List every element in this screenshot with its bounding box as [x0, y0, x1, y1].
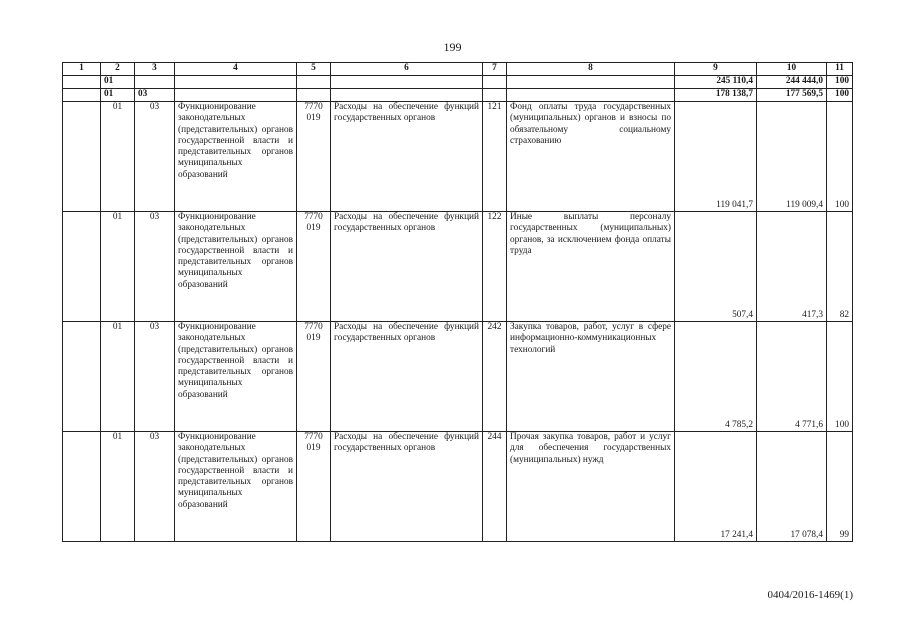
table-cell — [63, 76, 101, 89]
header-cell: 7 — [483, 63, 507, 76]
table-cell — [297, 76, 331, 89]
subsection-code: 03 — [135, 322, 175, 432]
expense-description: Расходы на обеспечение функций государственных органов — [331, 432, 483, 542]
table-cell — [63, 89, 101, 102]
target-article-code: 7770 019 — [297, 212, 331, 322]
header-row — [63, 63, 853, 76]
table-cell — [297, 89, 331, 102]
expense-description: Расходы на обеспечение функций государственных органов — [331, 322, 483, 432]
planned-amount: 17 241,4 — [675, 432, 757, 542]
table-row — [63, 322, 853, 432]
budget-table — [62, 62, 853, 542]
table-cell — [483, 89, 507, 102]
header-cell: 3 — [135, 63, 175, 76]
expense-type-name: Прочая закупка товаров, работ и услуг для обеспечения государственных (муниципальных) нужд — [507, 432, 675, 542]
header-cell: 2 — [101, 63, 135, 76]
expense-type-code: 244 — [483, 432, 507, 542]
table-cell — [63, 432, 101, 542]
subsection-code: 03 — [135, 89, 175, 102]
table-cell — [175, 76, 297, 89]
subsection-code: 03 — [135, 212, 175, 322]
section-code: 01 — [101, 432, 135, 542]
header-cell: 8 — [507, 63, 675, 76]
function-name: Функционирование законодательных (представительных) органов государственной власти и представительных органов муниципальных образований — [175, 212, 297, 322]
table-cell — [507, 76, 675, 89]
execution-percent: 82 — [827, 212, 853, 322]
planned-amount: 245 110,4 — [675, 76, 757, 89]
planned-amount: 4 785,2 — [675, 322, 757, 432]
section-code: 01 — [101, 322, 135, 432]
actual-amount: 4 771,6 — [757, 322, 827, 432]
actual-amount: 119 009,4 — [757, 102, 827, 212]
document-code: 0404/2016-1469(1) — [767, 589, 853, 601]
function-name: Функционирование законодательных (представительных) органов государственной власти и представительных органов муниципальных образований — [175, 322, 297, 432]
table-cell — [63, 102, 101, 212]
summary-row-subsection — [63, 89, 853, 102]
table-cell — [483, 76, 507, 89]
table-cell — [175, 89, 297, 102]
table-cell — [331, 89, 483, 102]
table-cell — [63, 212, 101, 322]
target-article-code: 7770 019 — [297, 322, 331, 432]
header-cell: 5 — [297, 63, 331, 76]
function-name: Функционирование законодательных (представительных) органов государственной власти и представительных органов муниципальных образований — [175, 432, 297, 542]
subsection-code: 03 — [135, 432, 175, 542]
expense-type-name: Иные выплаты персоналу государственных (муниципальных) органов, за исключением фонда оплаты труда — [507, 212, 675, 322]
subsection-code: 03 — [135, 102, 175, 212]
table-cell — [331, 76, 483, 89]
expense-type-code: 242 — [483, 322, 507, 432]
header-cell: 11 — [827, 63, 853, 76]
expense-type-name: Закупка товаров, работ, услуг в сфере информационно-коммуникационных технологий — [507, 322, 675, 432]
section-code: 01 — [101, 89, 135, 102]
execution-percent: 99 — [827, 432, 853, 542]
actual-amount: 417,3 — [757, 212, 827, 322]
actual-amount: 244 444,0 — [757, 76, 827, 89]
execution-percent: 100 — [827, 76, 853, 89]
section-code: 01 — [101, 212, 135, 322]
table-cell — [507, 89, 675, 102]
table-cell — [63, 322, 101, 432]
function-name: Функционирование законодательных (представительных) органов государственной власти и представительных органов муниципальных образований — [175, 102, 297, 212]
actual-amount: 177 569,5 — [757, 89, 827, 102]
execution-percent: 100 — [827, 322, 853, 432]
section-code: 01 — [101, 76, 135, 89]
page-number: 199 — [443, 40, 462, 54]
expense-description: Расходы на обеспечение функций государственных органов — [331, 212, 483, 322]
header-cell: 6 — [331, 63, 483, 76]
execution-percent: 100 — [827, 102, 853, 212]
subsection-code — [135, 76, 175, 89]
target-article-code: 7770 019 — [297, 432, 331, 542]
actual-amount: 17 078,4 — [757, 432, 827, 542]
expense-type-code: 121 — [483, 102, 507, 212]
header-cell: 4 — [175, 63, 297, 76]
planned-amount: 119 041,7 — [675, 102, 757, 212]
execution-percent: 100 — [827, 89, 853, 102]
planned-amount: 178 138,7 — [675, 89, 757, 102]
table-row — [63, 432, 853, 542]
header-cell: 9 — [675, 63, 757, 76]
section-code: 01 — [101, 102, 135, 212]
summary-row-section — [63, 76, 853, 89]
target-article-code: 7770 019 — [297, 102, 331, 212]
header-cell: 10 — [757, 63, 827, 76]
table-row — [63, 212, 853, 322]
expense-type-code: 122 — [483, 212, 507, 322]
expense-description: Расходы на обеспечение функций государственных органов — [331, 102, 483, 212]
table-row — [63, 102, 853, 212]
header-cell: 1 — [63, 63, 101, 76]
expense-type-name: Фонд оплаты труда государственных (муниципальных) органов и взносы по обязательному социальному страхованию — [507, 102, 675, 212]
planned-amount: 507,4 — [675, 212, 757, 322]
